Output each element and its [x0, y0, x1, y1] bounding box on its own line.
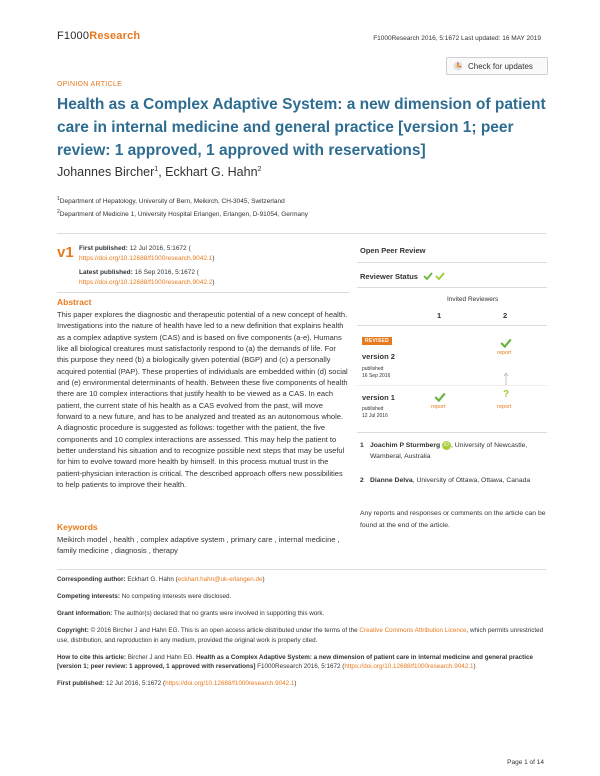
reviewer-entry: [360, 440, 550, 462]
reviewer-number: 2: [360, 477, 364, 484]
author-name[interactable]: Eckhart G. Hahn: [165, 165, 258, 179]
copyright-text: , which permits unrestricted use, distribution, and reproduction in any medium, provided the original work is properly cited.: [57, 627, 544, 644]
article-footer: [57, 575, 546, 696]
version-1-label[interactable]: version 1: [362, 393, 395, 402]
open-peer-review-heading: Open Peer Review: [360, 246, 426, 255]
logo-prefix: F1000: [57, 30, 90, 42]
latest-published-info: [79, 268, 329, 288]
version-date: 12 Jul 2016: [362, 413, 388, 419]
affiliation-text: Department of Medicine 1, University Hospital Erlangen, Erlangen, D-91054, Germany: [59, 211, 308, 219]
check-updates-label: Check for updates: [468, 61, 533, 71]
version-1-published: [362, 406, 388, 420]
row-divider: [357, 385, 547, 386]
first-published-date: 12 Jul 2016, 5:1672 (: [129, 245, 191, 252]
copyright-label: Copyright:: [57, 627, 89, 634]
corresponding-author: [57, 575, 546, 585]
cite-label: How to cite this article:: [57, 653, 126, 661]
reviewer-entry: [360, 475, 550, 486]
report-link[interactable]: report: [431, 404, 446, 410]
article-title: Health as a Complex Adaptive System: a new dimension of patient care in internal medicine and general practice [version 1; peer review: 1 approved, 1 approved with reservations]: [57, 96, 546, 159]
reviewer-name[interactable]: Joachim P Sturmberg: [370, 442, 441, 449]
published-label: published: [362, 366, 384, 372]
article-type: OPINION ARTICLE: [57, 81, 123, 88]
footer-divider: [57, 569, 546, 570]
reviewer-number: 1: [360, 442, 364, 449]
how-to-cite: [57, 653, 546, 672]
cite-text: Bircher J and Hahn EG.: [127, 653, 195, 661]
arrow-up-icon: [503, 372, 509, 386]
reviewer-affiliation: , University of Ottawa, Ottawa, Canada: [412, 477, 531, 484]
orcid-icon[interactable]: iD: [442, 441, 451, 450]
published-label: published: [362, 406, 384, 412]
close-paren: ): [294, 680, 297, 687]
keywords-heading: Keywords: [57, 522, 98, 532]
invited-reviewers-label: Invited Reviewers: [447, 296, 499, 303]
reviewer-column-2: 2: [503, 311, 508, 320]
author-name[interactable]: Johannes Bircher: [57, 165, 155, 179]
close-paren: ): [212, 255, 215, 262]
affiliation-num: 2: [57, 209, 60, 215]
first-published-doi-link[interactable]: https://doi.org/10.12688/f1000research.9042.1: [79, 255, 213, 262]
latest-published-date: 16 Sep 2016, 5:1672 (: [134, 269, 199, 276]
first-pub-doi-link[interactable]: https://doi.org/10.12688/f1000research.9042.1: [165, 680, 295, 687]
reviewer-name[interactable]: Dianne Delva: [370, 477, 413, 484]
revised-badge: REVISED: [362, 337, 392, 345]
latest-published-label: Latest published:: [79, 269, 133, 276]
corresponding-name: Eckhart G. Hahn (: [127, 576, 178, 583]
reservations-check-icon: [435, 272, 445, 280]
panel-divider: [357, 262, 547, 263]
header-citation: F1000Research 2016, 5:1672 Last updated: 16 MAY 2019: [373, 35, 541, 42]
report-link[interactable]: report: [497, 404, 512, 410]
version-date: 16 Sep 2016: [362, 373, 391, 379]
journal-logo: [57, 30, 140, 42]
reviewer-affiliation: , University of Newcastle, Wamberal, Australia: [370, 442, 528, 460]
corresponding-label: Corresponding author:: [57, 576, 126, 583]
cite-doi-link[interactable]: https://doi.org/10.12688/f1000research.9042.1: [344, 663, 474, 670]
reviewer-status-label: Reviewer Status: [360, 272, 418, 281]
abstract-heading: Abstract: [57, 297, 92, 307]
version-2-label[interactable]: version 2: [362, 352, 395, 361]
version-2-published: [362, 366, 390, 380]
cite-journal: F1000Research 2016, 5:1672 (: [257, 663, 345, 670]
author-list: Johannes Bircher$^1$, Eckhart G. Hahn$^2$: [57, 165, 262, 179]
first-pub-text: 12 Jul 2016, 5:1672 (: [105, 680, 166, 687]
affiliation-text: Department of Hepatology, University of Bern, Meikirch, CH-3045, Switzerland: [59, 198, 285, 206]
author-affil-num: 1: [154, 165, 159, 173]
approved-check-icon: [500, 338, 512, 348]
affiliation: [57, 209, 308, 218]
keywords-text: Meikirch model , health , complex adaptive system , primary care , internal medicine , family medicine , diagnosis , therapy: [57, 535, 340, 556]
cite-title: Health as a Complex Adaptive System: a new dimension of patient care in internal medicine and general practice [version 1; peer review: 1 approved, 1 approved with reservations]: [57, 653, 534, 670]
version-badge: v1: [57, 244, 74, 261]
competing-interests: [57, 592, 546, 602]
page-number: Page 1 of 14: [507, 759, 544, 766]
close-paren: ): [212, 279, 215, 286]
grant-information: [57, 609, 546, 619]
first-pub-label: First published:: [57, 680, 105, 687]
panel-divider: [357, 432, 547, 433]
reviewer-column-1: 1: [437, 311, 442, 320]
check-updates-icon: [453, 61, 463, 71]
reviewer-status: [360, 272, 445, 281]
corresponding-email-link[interactable]: eckhart.hahn@uk-erlangen.de: [177, 576, 263, 583]
report-link[interactable]: report: [497, 350, 512, 356]
license-link[interactable]: Creative Commons Attribution Licence: [359, 627, 467, 634]
logo-suffix: Research: [89, 30, 141, 42]
grant-label: Grant information:: [57, 610, 113, 617]
author-affil-num: 2: [257, 165, 262, 173]
panel-divider: [357, 287, 547, 288]
grant-text: The author(s) declared that no grants were involved in supporting this work.: [113, 610, 325, 617]
reservations-question-icon: ?: [503, 389, 510, 400]
competing-label: Competing interests:: [57, 593, 120, 600]
first-published-label: First published:: [79, 245, 128, 252]
section-divider: [57, 233, 546, 234]
check-for-updates-button[interactable]: [446, 57, 548, 75]
copyright-text: © 2016 Bircher J and Hahn EG. This is an open access article distributed under the terms of the: [90, 627, 358, 634]
close-paren: ): [262, 576, 265, 583]
close-paren: ): [473, 663, 476, 670]
competing-text: No competing interests were disclosed.: [121, 593, 232, 600]
first-published-footer: [57, 679, 546, 689]
affiliation: [57, 196, 285, 205]
first-published-info: [79, 244, 329, 264]
abstract-text: This paper explores the diagnostic and therapeutic potential of a new concept of health. Investigations into the nature of health have led to a new definition that explains health as a complex adaptive system (CAS) and is based on five components (a-e). Humans like all biological creatures must satisfactorily respond to (a) the demands of life. For this purpose they need (b) a biologically given potential (BGP) and (c) a personally acquired potential (PAP). These properties of individuals are embedded within (d) social and (e) environmental determinants of health. Between these five components of health there are 10 complex interactions that justify health to be viewed as a CAS. In each patient, the current state of his health as a CAS evolved from the past, will move forward to a new future, and has to be analyzed and treated as an autonomous whole. A diagnostic procedure is suggested as follows: together with the patient, the five components and 10 complex interactions are assessed. This may help the patient to better understand his situation and to recognize possible next steps that may be useful for him to evolve toward more health by himself. In this process mutual trust in the patient-physician interaction is critical. The described approach offers new possibilities to help patients to improve their health.: [57, 310, 348, 490]
panel-divider: [357, 325, 547, 326]
affiliation-num: 1: [57, 196, 60, 202]
approved-check-icon: [434, 392, 446, 402]
abstract-divider: [57, 292, 349, 293]
peer-review-note: Any reports and responses or comments on the article can be found at the end of the article.: [360, 510, 546, 529]
copyright: [57, 626, 546, 645]
latest-published-doi-link[interactable]: https://doi.org/10.12688/f1000research.9042.2: [79, 279, 213, 286]
approved-check-icon: [423, 272, 433, 280]
